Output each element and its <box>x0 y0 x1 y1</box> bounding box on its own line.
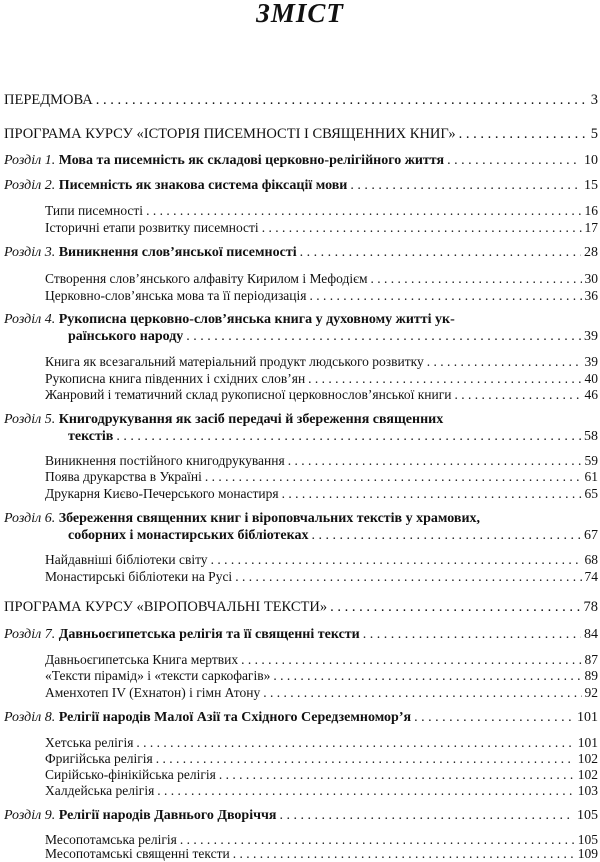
dot-leader <box>308 370 581 387</box>
toc-entry-subsection[interactable] <box>45 684 598 701</box>
toc-page-number: 65 <box>584 486 598 501</box>
dot-leader <box>96 92 588 109</box>
toc-entry-label: «Тексти пірамід» і «тексти саркофагів» <box>45 668 271 683</box>
toc-entry-label: Аменхотеп IV (Ехнатон) і гімн Атону <box>45 685 261 700</box>
toc-page-number: 3 <box>590 92 598 108</box>
toc-entry-label: Рукописна церковно-слов’янська книга у духовному житті ук- <box>58 312 455 327</box>
dot-leader <box>157 782 574 799</box>
toc-entry-label: Церковно-слов’янська мова та її періодизація <box>45 288 307 303</box>
toc-entry-label: Виникнення слов’янської писемності <box>58 245 297 260</box>
toc-entry-label: Хетська релігія <box>45 735 134 750</box>
toc-entry-program-1[interactable] <box>4 126 598 143</box>
dot-leader <box>186 328 581 345</box>
toc-page-number: 28 <box>584 245 598 260</box>
toc-page-number: 40 <box>584 371 598 386</box>
toc-entry-label: Фригійська релігія <box>45 751 153 766</box>
toc-entry-chapter-8[interactable] <box>4 709 598 726</box>
toc-entry-label: Мова та писемність як складові церковно-релігійного життя <box>58 153 445 168</box>
toc-page-number: 74 <box>584 569 598 584</box>
dot-leader <box>309 287 581 304</box>
dot-leader <box>312 527 582 544</box>
toc-page-number: 105 <box>577 832 598 847</box>
dot-leader <box>414 709 574 726</box>
toc-page-number: 39 <box>584 354 598 369</box>
toc-entry-label: ПЕРЕДМОВА <box>4 92 93 108</box>
dot-leader <box>241 651 581 668</box>
toc-entry-subsection[interactable] <box>45 386 598 403</box>
toc-entry-chapter-6-line-1[interactable] <box>4 510 480 527</box>
toc-entry-subsection[interactable] <box>45 370 598 387</box>
toc-entry-label: Друкарня Києво-Печерського монастиря <box>45 486 279 501</box>
chapter-prefix: Розділ 7. <box>4 627 56 642</box>
toc-entry-subsection[interactable] <box>45 219 598 236</box>
toc-page-number: 109 <box>577 846 598 861</box>
dot-leader <box>263 684 581 701</box>
dot-leader <box>459 126 588 143</box>
toc-page-number: 15 <box>584 178 598 193</box>
chapter-prefix: Розділ 3. <box>4 245 56 260</box>
toc-entry-label: Месопотамська релігія <box>45 832 177 847</box>
toc-entry-subsection[interactable] <box>45 551 598 568</box>
toc-page-number: 102 <box>577 767 598 782</box>
dot-leader <box>350 177 581 194</box>
toc-entry-chapter-6[interactable] <box>68 527 598 544</box>
toc-page-number: 89 <box>584 668 598 683</box>
toc-entry-label: Виникнення постійного книгодрукування <box>45 453 285 468</box>
chapter-prefix: Розділ 2. <box>4 178 56 193</box>
toc-entry-label: Рукописна книга південних і східних слов’ян <box>45 371 306 386</box>
toc-page-number: 78 <box>583 599 598 615</box>
toc-entry-chapter-4-line-1[interactable] <box>4 311 455 328</box>
toc-page-number: 84 <box>584 627 598 642</box>
toc-entry-label: Книгодрукування як засіб передачі й збереження священних <box>58 412 444 427</box>
toc-entry-label: ПРОГРАМА КУРСУ «ВІРОПОВЧАЛЬНІ ТЕКСТИ» <box>4 599 328 615</box>
toc-entry-label: ПРОГРАМА КУРСУ «ІСТОРІЯ ПИСЕМНОСТІ І СВЯЩЕННИХ КНИГ» <box>4 126 456 142</box>
toc-entry-subsection[interactable] <box>45 651 598 668</box>
toc-entry-chapter-5-line-1[interactable] <box>4 411 443 428</box>
dot-leader <box>447 152 581 169</box>
toc-entry-subsection[interactable] <box>45 734 598 751</box>
toc-entry-chapter-3[interactable] <box>4 244 598 261</box>
toc-entry-chapter-5[interactable] <box>68 428 598 445</box>
dot-leader <box>427 353 582 370</box>
toc-entry-subsection[interactable] <box>45 782 598 799</box>
page-title: ЗМІСТ <box>256 0 344 28</box>
toc-entry-label: Збереження священних книг і віроповчальних текстів у храмових, <box>58 511 481 526</box>
toc-entry-label: Сирійсько-фінікійська релігія <box>45 767 216 782</box>
toc-page-number: 101 <box>577 710 598 725</box>
toc-page-number: 58 <box>584 429 598 444</box>
dot-leader <box>136 734 574 751</box>
toc-page-number: 30 <box>584 271 598 286</box>
dot-leader <box>330 599 580 616</box>
toc-entry-label: Найдавніші бібліотеки світу <box>45 552 208 567</box>
toc-entry-chapter-1[interactable] <box>4 152 598 169</box>
dot-leader <box>363 626 581 643</box>
dot-leader <box>219 766 575 783</box>
dot-leader <box>156 750 575 767</box>
toc-page-number: 5 <box>590 126 598 142</box>
chapter-prefix: Розділ 5. <box>4 412 56 427</box>
toc-page-number: 67 <box>584 528 598 543</box>
toc-entry-subsection[interactable] <box>45 667 598 684</box>
toc-page-number: 87 <box>584 652 598 667</box>
toc-page-number: 39 <box>584 329 598 344</box>
dot-leader <box>211 551 582 568</box>
toc-entry-subsection[interactable] <box>45 202 598 219</box>
toc-page-number: 46 <box>584 387 598 402</box>
toc-entry-label: Історичні етапи розвитку писемності <box>45 220 259 235</box>
dot-leader <box>262 219 582 236</box>
toc-page-number: 59 <box>584 453 598 468</box>
toc-entry-label: Створення слов’янського алфавіту Кирилом і Мефодієм <box>45 271 368 286</box>
toc-entry-label: Типи писемності <box>45 203 144 218</box>
dot-leader <box>116 428 581 445</box>
toc-entry-chapter-4[interactable] <box>68 328 598 345</box>
toc-entry-label: Жанровий і тематичний склад рукописної церковнослов’янської книги <box>45 387 452 402</box>
toc-entry-label: Халдейська релігія <box>45 783 155 798</box>
dot-leader <box>300 244 581 261</box>
toc-page-number: 102 <box>577 751 598 766</box>
toc-entry-subsection[interactable] <box>45 353 598 370</box>
chapter-prefix: Розділ 8. <box>4 710 56 725</box>
toc-page-number: 61 <box>584 469 598 484</box>
toc-entry-label: Поява друкарства в Україні <box>45 469 202 484</box>
toc-entry-chapter-7[interactable] <box>4 626 598 643</box>
toc-entry-subsection[interactable] <box>45 750 598 767</box>
dot-leader <box>235 568 581 585</box>
toc-page-number: 101 <box>577 735 598 750</box>
toc-page-number: 17 <box>584 220 598 235</box>
chapter-prefix: Розділ 9. <box>4 808 56 823</box>
toc-page-number: 92 <box>584 685 598 700</box>
toc-entry-label: Месопотамські священні тексти <box>45 846 230 861</box>
toc-entry-subsection[interactable] <box>45 287 598 304</box>
toc-page-number: 105 <box>577 808 598 823</box>
toc-page-number: 36 <box>584 288 598 303</box>
dot-leader <box>273 667 581 684</box>
toc-entry-foreword[interactable] <box>4 92 598 109</box>
toc-entry-subsection[interactable] <box>45 452 598 469</box>
toc-entry-label-continued: соборних і монастирських бібліотеках <box>68 528 309 543</box>
dot-leader <box>279 807 574 824</box>
dot-leader <box>371 270 582 287</box>
toc-entry-label: Давньоєгипетська Книга мертвих <box>45 652 239 667</box>
toc-entry-label: Давньоєгипетська релігія та її священні тексти <box>58 627 360 642</box>
toc-entry-label: Монастирські бібліотеки на Русі <box>45 569 233 584</box>
toc-entry-chapter-2[interactable] <box>4 177 598 194</box>
toc-page-number: 10 <box>584 153 598 168</box>
toc-entry-subsection[interactable] <box>45 468 598 485</box>
toc-entry-chapter-9[interactable] <box>4 807 598 824</box>
toc-entry-subsection[interactable] <box>45 270 598 287</box>
toc-entry-label-continued: раїнського народу <box>68 329 184 344</box>
toc-entry-label: Книга як всезагальний матеріальний продукт людського розвитку <box>45 354 424 369</box>
toc-entry-label: Релігії народів Малої Азії та Східного Середземномор’я <box>58 710 412 725</box>
toc-entry-label: Писемність як знакова система фіксації мови <box>58 178 348 193</box>
dot-leader <box>282 485 582 502</box>
toc-page-number: 16 <box>584 203 598 218</box>
toc-entry-subsection[interactable] <box>45 568 598 585</box>
toc-entry-subsection[interactable] <box>45 485 598 502</box>
toc-entry-label: Релігії народів Давнього Дворіччя <box>58 808 277 823</box>
toc-entry-label-continued: текстів <box>68 429 114 444</box>
chapter-prefix: Розділ 4. <box>4 312 56 327</box>
dot-leader <box>205 468 582 485</box>
dot-leader <box>146 202 581 219</box>
toc-page-number: 68 <box>584 552 598 567</box>
toc-entry-subsection[interactable] <box>45 845 598 862</box>
toc-page-number: 103 <box>577 783 598 798</box>
dot-leader <box>288 452 582 469</box>
chapter-prefix: Розділ 6. <box>4 511 56 526</box>
dot-leader <box>233 845 575 862</box>
chapter-prefix: Розділ 1. <box>4 153 56 168</box>
toc-entry-program-2[interactable] <box>4 599 598 616</box>
dot-leader <box>454 386 581 403</box>
toc-entry-subsection[interactable] <box>45 766 598 783</box>
